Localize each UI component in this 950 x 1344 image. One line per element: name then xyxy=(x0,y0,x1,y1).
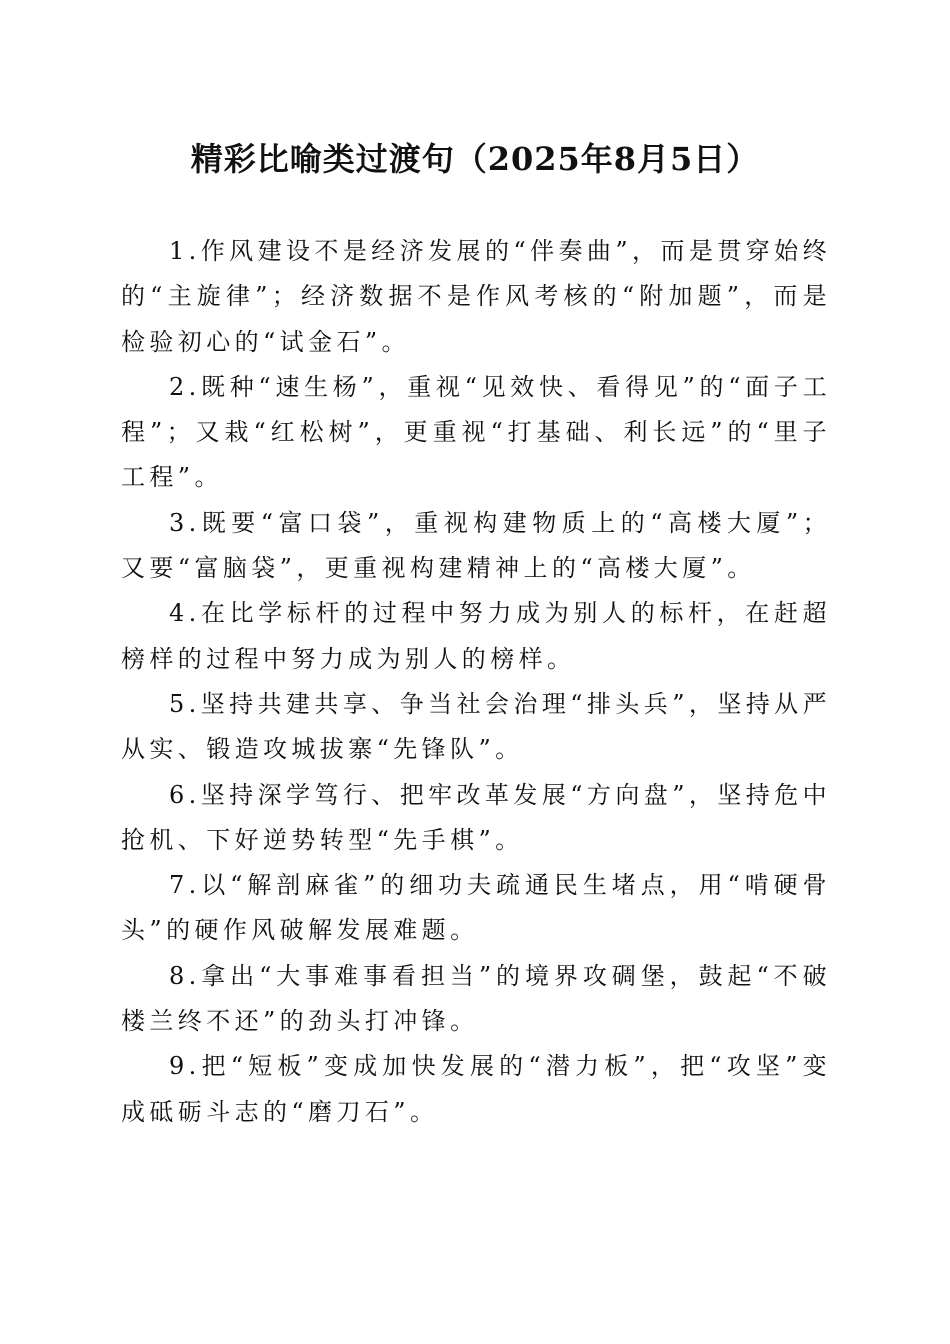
paragraph-1: 1.作风建设不是经济发展的“伴奏曲”，而是贯穿始终的“主旋律”；经济数据不是作风考核的“附加题”，而是检验初心的“试金石”。 xyxy=(121,237,831,356)
document-title: 精彩比喻类过渡句（2025年8月5日） xyxy=(190,140,760,178)
document-body xyxy=(121,229,831,1135)
paragraph-3: 3.既要“富口袋”，重视构建物质上的“高楼大厦”；又要“富脑袋”，更重视构建精神上的“高楼大厦”。 xyxy=(121,508,831,583)
paragraph-9: 9.把“短板”变成加快发展的“潜力板”，把“攻坚”变成砥砺斗志的“磨刀石”。 xyxy=(121,1052,831,1126)
paragraph-4: 4.在比学标杆的过程中努力成为别人的标杆，在赶超榜样的过程中努力成为别人的榜样。 xyxy=(121,599,831,673)
paragraph-6: 6.坚持深学笃行、把牢改革发展“方向盘”，坚持危中抢机、下好逆势转型“先手棋”。 xyxy=(121,780,831,854)
paragraph-2: 2.既种“速生杨”，重视“见效快、看得见”的“面子工程”；又栽“红松树”，更重视“打基础、利长远”的“里子工程”。 xyxy=(121,372,831,492)
paragraph-5: 5.坚持共建共享、争当社会治理“排头兵”，坚持从严从实、锻造攻城拔寨“先锋队”。 xyxy=(121,689,831,764)
paragraph-8: 8.拿出“大事难事看担当”的境界攻碉堡，鼓起“不破楼兰终不还”的劲头打冲锋。 xyxy=(121,961,831,1036)
paragraph-7: 7.以“解剖麻雀”的细功夫疏通民生堵点，用“啃硬骨头”的硬作风破解发展难题。 xyxy=(121,871,831,945)
